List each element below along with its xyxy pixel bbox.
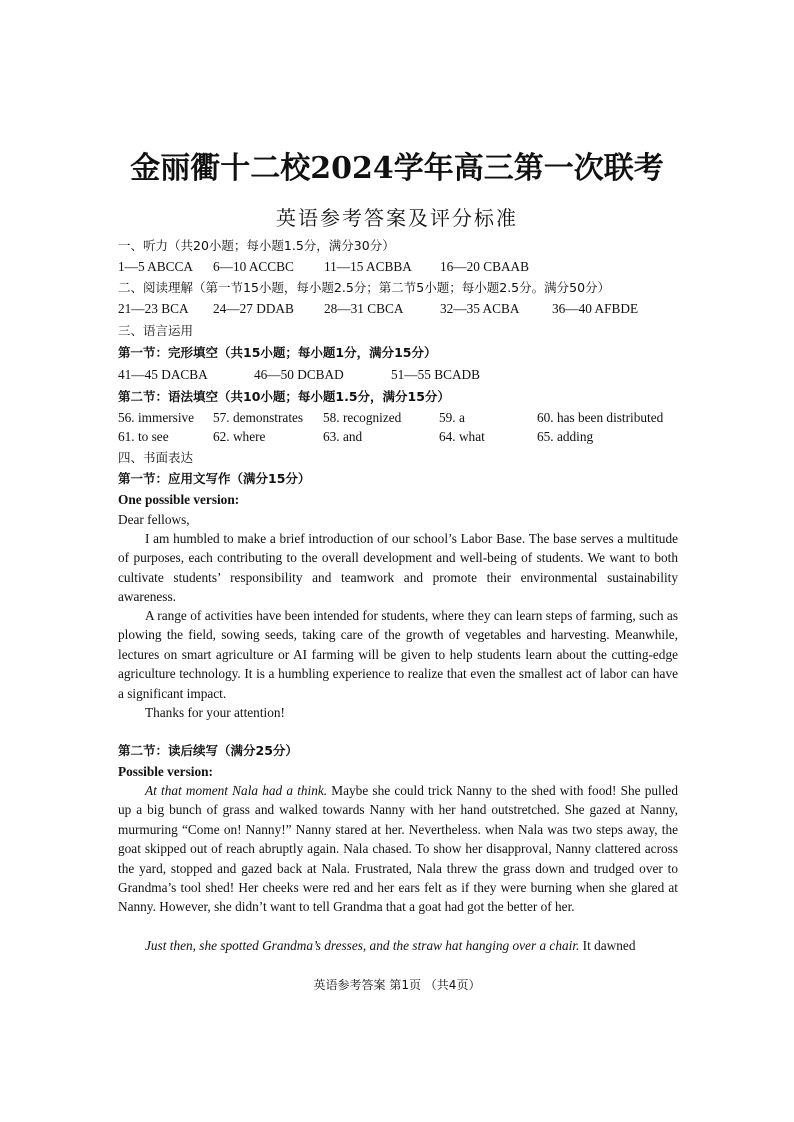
- language-use-heading: 三、语言运用: [118, 323, 194, 338]
- answer-group: 41—45 DACBA: [118, 367, 208, 382]
- grammar-fill-heading: 第二节：语法填空（共10小题；每小题1.5分，满分15分）: [118, 389, 450, 404]
- listening-answers: [118, 258, 529, 276]
- grammar-answers-row-1: [118, 409, 663, 427]
- answer-group: 6—10 ACCBC: [213, 259, 294, 274]
- grammar-answer: 63. and: [323, 429, 363, 444]
- story-paragraph-2: Just then, she spotted Grandma’s dresses, and the straw hat hanging over a chair. It dawned: [145, 938, 636, 953]
- story-paragraph-1: At that moment Nala had a think. Maybe she could trick Nanny to the shed with food! She pulled up a big bunch of grass and walked towards Nanny with her hand outstretched. She gazed at Nanny, murmuring “Come on! Nanny!” Nanny stared at her. Nevertheless. when Nala was two steps away, the goat skipped out of reach abruptly again. Nala chased. To show her disapproval, Nanny clattered across the yard, stopped and gazed back at Nala. Frustrated, Nala threw the grass down and trudged over to Grandma’s tool shed! Her cheeks were red and her ears felt as if they were burning when she glared at Nanny. However, she didn’t want to tell Grandma that a goat had got the better of her.: [118, 783, 678, 915]
- page-subtitle: 英语参考答案及评分标准: [276, 206, 518, 230]
- answer-group: 16—20 CBAAB: [440, 259, 530, 274]
- page-footer: 英语参考答案 第1页 （共4页）: [313, 978, 481, 992]
- version-label: One possible version:: [118, 492, 240, 507]
- page-title: 金丽衢十二校2024学年高三第一次联考: [130, 151, 664, 186]
- possible-version-label: Possible version:: [118, 764, 213, 779]
- continuation-writing-heading: 第二节：读后续写（满分25分）: [118, 743, 298, 758]
- grammar-answer: 61. to see: [118, 429, 169, 444]
- practical-writing-heading: 第一节：应用文写作（满分15分）: [118, 471, 311, 486]
- answer-group: 1—5 ABCCA: [118, 259, 193, 274]
- letter-closing: Thanks for your attention!: [145, 705, 285, 720]
- grammar-answer: 64. what: [439, 429, 485, 444]
- answer-group: 32—35 ACBA: [440, 301, 520, 316]
- answer-group: 11—15 ACBBA: [324, 259, 412, 274]
- listening-heading: 一、听力（共20小题；每小题1.5分，满分30分）: [118, 238, 395, 253]
- answer-group: 21—23 BCA: [118, 301, 189, 316]
- grammar-answer: 58. recognized: [323, 410, 402, 425]
- grammar-answers-row-2: [118, 428, 593, 446]
- answer-group: 36—40 AFBDE: [552, 301, 639, 316]
- answer-group: 51—55 BCADB: [391, 367, 481, 382]
- grammar-answer: 62. where: [213, 429, 266, 444]
- grammar-answer: 59. a: [439, 410, 465, 425]
- answer-group: 28—31 CBCA: [324, 301, 404, 316]
- cloze-answers: [118, 366, 480, 384]
- grammar-answer: 57. demonstrates: [213, 410, 304, 425]
- reading-heading: 二、阅读理解（第一节15小题，每小题2.5分；第二节5小题；每小题2.5分。满分50分）: [118, 280, 611, 295]
- grammar-answer: 60. has been distributed: [537, 410, 664, 425]
- cloze-heading: 第一节：完形填空（共15小题；每小题1分，满分15分）: [118, 345, 437, 360]
- answer-group: 24—27 DDAB: [213, 301, 294, 316]
- grammar-answer: 65. adding: [537, 429, 594, 444]
- grammar-answer: 56. immersive: [118, 410, 195, 425]
- letter-paragraph-2: A range of activities have been intended for students, where they can learn steps of farming, such as plowing the field, sowing seeds, taking care of the growth of vegetables and harvesting. Meanwhile, lectures on smart agriculture or AI farming will be given to help students learn about the cutting-edge agriculture technology. It is a humbling experience to realize that even the smallest act of labor can have a significant impact.: [118, 608, 678, 701]
- answer-group: 46—50 DCBAD: [254, 367, 344, 382]
- writing-heading: 四、书面表达: [118, 450, 194, 465]
- letter-greeting: Dear fellows,: [118, 512, 190, 527]
- letter-paragraph-1: I am humbled to make a brief introduction of our school’s Labor Base. The base serves a multitude of purposes, each contributing to the overall development and well-being of students. We want to both cultivate students’ responsibility and teamwork and promote their environmental sustainability awareness.: [118, 531, 678, 605]
- reading-answers: [118, 300, 638, 318]
